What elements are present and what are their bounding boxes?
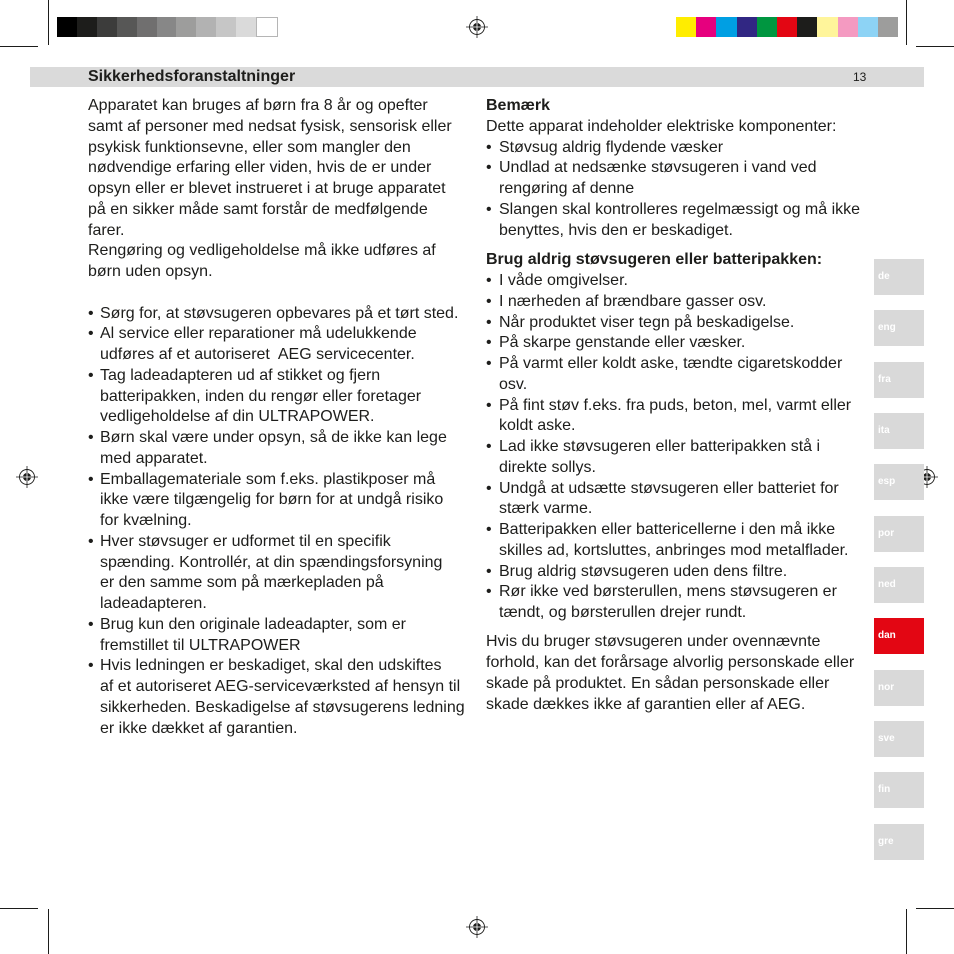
bullet-text-line: spænding. Kontrollér, at din spændingsforsyning	[100, 553, 443, 571]
language-tab-de	[874, 259, 924, 295]
registration-mark-icon	[465, 15, 489, 39]
bullet-text-line: Børn skal være under opsyn, så de ikke kan lege	[100, 429, 447, 446]
bullet-text-line: skilles ad, kortsluttes, anbringes mod metalflader.	[499, 541, 849, 559]
language-tab-label: ned	[878, 578, 896, 590]
bullet-item	[486, 437, 871, 479]
bullet-text-line: Undgå at udsætte støvsugeren eller batteriet for	[499, 479, 839, 497]
bullet-item	[486, 562, 871, 583]
language-tab-ned	[874, 567, 924, 603]
color-swatch	[858, 17, 878, 37]
bullet-text-line: Slangen skal kontrolleres regelmæssigt og må ikke	[499, 200, 861, 218]
note-heading: Bemærk	[486, 97, 551, 114]
bullet-text-line: Sørg for, at støvsugeren opbevares på et tørt sted.	[100, 304, 459, 322]
language-tab-label: esp	[878, 476, 896, 488]
color-swatch	[236, 17, 256, 37]
text-line: opsyn eller er blevet instrueret i at bruge apparatet	[88, 180, 446, 197]
safety-bullet-list	[88, 304, 473, 740]
bullet-text-line: vedligeholdelse af din ULTRAPOWER.	[100, 408, 375, 426]
language-tab-label: fin	[878, 784, 891, 796]
crop-mark	[0, 908, 38, 909]
language-tab-ita	[874, 413, 924, 449]
bullet-item	[486, 333, 871, 354]
warning-bullet-list	[486, 271, 871, 624]
bullet-item	[486, 158, 871, 200]
text-line: nødvendige erfaring eller viden, hvis de er under	[88, 159, 432, 177]
bullet-symbol: •	[88, 366, 94, 384]
bullet-symbol: •	[88, 657, 94, 675]
text-line: samt af personer med nedsat fysisk, sensorisk eller	[88, 117, 452, 135]
bullet-text-line: På skarpe genstande eller væsker.	[499, 334, 746, 352]
bullet-text-line: osv.	[499, 375, 528, 393]
bullet-text-line: ikke være tilgængelig for børn for at undgå risiko	[100, 491, 444, 509]
language-tabs	[874, 259, 924, 860]
bullet-text-line: Brug aldrig støvsugeren uden dens filtre.	[499, 562, 788, 580]
language-tab-label: sve	[878, 732, 895, 744]
section-title: Sikkerhedsforanstaltninger	[88, 68, 296, 85]
bullet-text-line: sikkerheden. Beskadigelse af støvsugerens ledning	[100, 698, 465, 716]
grayscale-color-bar	[57, 17, 278, 37]
language-tab-eng	[874, 310, 924, 346]
bullet-item	[88, 656, 473, 739]
bullet-text-line: På fint støv f.eks. fra puds, beton, mel, varmt eller	[499, 396, 852, 414]
crop-mark	[48, 0, 49, 45]
bullet-text-line: Hvis ledningen er beskadiget, skal den udskiftes	[100, 657, 442, 675]
bullet-item	[486, 354, 871, 396]
bullet-symbol: •	[88, 532, 94, 550]
bullet-symbol: •	[486, 583, 492, 601]
language-tab-dan	[874, 618, 924, 654]
text-line: på en sikker måde samt forstår de medfølgende	[88, 200, 428, 218]
bullet-item	[486, 271, 871, 292]
language-tab-label: por	[878, 527, 895, 539]
text-line: Hvis du bruger støvsugeren under ovennævnte	[486, 633, 821, 651]
color-swatch	[97, 17, 117, 37]
note-intro: Dette apparat indeholder elektriske komponenter:	[486, 117, 837, 135]
bullet-text-line: benyttes, hvis den er beskadiget.	[499, 221, 733, 239]
color-swatch	[817, 17, 837, 37]
bullet-symbol: •	[486, 355, 492, 372]
text-line: farer.	[88, 221, 125, 239]
color-swatch	[777, 17, 797, 37]
bullet-text-line: udføres af et autoriseret AEG servicecenter.	[100, 346, 415, 363]
bullet-text-line: stærk varme.	[499, 500, 593, 518]
bullet-item	[88, 324, 473, 366]
crop-mark	[916, 908, 954, 909]
bullet-item	[486, 138, 871, 159]
language-tab-sve	[874, 721, 924, 757]
section-header-bar	[30, 67, 924, 87]
bullet-text-line: Når produktet viser tegn på beskadigelse.	[499, 313, 795, 331]
language-tab-esp	[874, 464, 924, 500]
color-swatch	[676, 17, 696, 37]
color-swatch	[797, 17, 817, 37]
bullet-symbol: •	[88, 325, 94, 343]
bullet-item	[486, 200, 871, 242]
bullet-text-line: Al service eller reparationer må udelukkende	[100, 325, 417, 343]
bullet-item	[88, 615, 473, 657]
language-tab-label: dan	[878, 630, 896, 642]
bullet-symbol: •	[486, 200, 492, 218]
process-color-bar	[676, 17, 898, 37]
text-line: forhold, kan det forårsage alvorlig personskade eller	[486, 654, 855, 671]
color-swatch	[137, 17, 157, 37]
crop-mark	[906, 909, 907, 954]
left-column	[88, 96, 473, 739]
bullet-text-line: med apparatet.	[100, 449, 208, 467]
text-line: skade på produktet. En sådan personskade eller	[486, 674, 830, 692]
text-line: børn uden opsyn.	[88, 263, 213, 280]
language-tab-fra	[874, 362, 924, 398]
bullet-text-line: Batteripakken eller battericellerne i den må ikke	[499, 521, 836, 538]
language-tab-label: fra	[878, 373, 891, 385]
color-swatch	[57, 17, 77, 37]
bullet-text-line: Undlad at nedsænke støvsugeren i vand ved	[499, 159, 817, 177]
warning-heading: Brug aldrig støvsugeren eller batteripakken:	[486, 251, 823, 269]
bullet-symbol: •	[486, 334, 492, 352]
color-swatch	[737, 17, 757, 37]
bullet-item	[88, 470, 473, 532]
closing-paragraph	[486, 632, 871, 715]
bullet-text-line: Støvsug aldrig flydende væsker	[499, 138, 724, 156]
bullet-text-line: Hver støvsuger er udformet til en specifik	[100, 532, 391, 550]
language-tab-label: de	[878, 271, 890, 282]
color-swatch	[838, 17, 858, 37]
language-tab-label: eng	[878, 322, 896, 334]
crop-mark	[916, 46, 954, 47]
body-paragraph	[88, 241, 473, 283]
color-swatch	[117, 17, 137, 37]
bullet-symbol: •	[486, 396, 492, 414]
right-column	[486, 96, 871, 715]
bullet-item	[486, 479, 871, 521]
bullet-text-line: I våde omgivelser.	[499, 272, 628, 289]
bullet-item	[486, 582, 871, 624]
bullet-item	[486, 520, 871, 562]
page-number: 13	[853, 70, 867, 84]
color-swatch	[256, 17, 278, 37]
bullet-item	[88, 532, 473, 615]
language-tab-fin	[874, 772, 924, 808]
bullet-item	[486, 292, 871, 313]
registration-mark-icon	[465, 915, 489, 939]
body-paragraph	[88, 96, 473, 241]
bullet-symbol: •	[88, 615, 94, 633]
crop-mark	[0, 46, 38, 47]
registration-mark-icon	[15, 465, 39, 489]
bullet-item	[88, 366, 473, 428]
bullet-symbol: •	[486, 313, 492, 331]
note-bullet-list	[486, 138, 871, 242]
bullet-text-line: Brug kun den originale ladeadapter, som er	[100, 615, 406, 633]
bullet-symbol: •	[486, 479, 492, 497]
bullet-text-line: Lad ikke støvsugeren eller batteripakken stå i	[499, 438, 821, 455]
color-swatch	[716, 17, 736, 37]
bullet-symbol: •	[88, 429, 94, 446]
crop-mark	[48, 909, 49, 954]
language-tab-label: gre	[878, 835, 894, 847]
text-line: psykisk funktionsevne, eller som mangler den	[88, 138, 411, 156]
text-line: skade dækkes ikke af garantien eller af AEG.	[486, 695, 806, 713]
text-line: Rengøring og vedligeholdelse må ikke udføres af	[88, 242, 436, 260]
bullet-symbol: •	[486, 292, 492, 310]
bullet-text-line: direkte sollys.	[499, 458, 596, 476]
bullet-symbol: •	[88, 304, 94, 322]
language-tab-label: nor	[878, 681, 895, 693]
bullet-text-line: Rør ikke ved børsterullen, mens støvsugeren er	[499, 583, 837, 601]
bullet-text-line: koldt aske.	[499, 417, 576, 435]
color-swatch	[77, 17, 97, 37]
language-tab-gre	[874, 824, 924, 860]
bullet-text-line: fremstillet til ULTRAPOWER	[100, 636, 301, 654]
bullet-item	[486, 313, 871, 334]
language-tab-label: ita	[878, 424, 890, 436]
color-swatch	[757, 17, 777, 37]
color-swatch	[878, 17, 898, 37]
bullet-item	[88, 428, 473, 470]
bullet-item	[88, 304, 473, 325]
bullet-text-line: I nærheden af brændbare gasser osv.	[499, 292, 767, 310]
bullet-symbol: •	[486, 438, 492, 455]
color-swatch	[196, 17, 216, 37]
bullet-text-line: er den samme som på mærkepladen på	[100, 574, 384, 592]
bullet-text-line: ladeadapteren.	[100, 595, 207, 612]
bullet-symbol: •	[88, 470, 94, 488]
crop-mark	[906, 0, 907, 45]
bullet-text-line: for kvælning.	[100, 512, 192, 529]
bullet-text-line: Tag ladeadapteren ud af stikket og fjern	[100, 366, 381, 384]
bullet-symbol: •	[486, 562, 492, 580]
color-swatch	[157, 17, 177, 37]
bullet-symbol: •	[486, 521, 492, 538]
bullet-symbol: •	[486, 159, 492, 177]
color-swatch	[216, 17, 236, 37]
bullet-text-line: batteripakken, inden du rengør eller foretager	[100, 387, 422, 405]
bullet-symbol: •	[486, 272, 492, 289]
bullet-symbol: •	[486, 138, 492, 156]
bullet-item	[486, 396, 871, 438]
color-swatch	[696, 17, 716, 37]
bullet-text-line: tændt, og børsterullen drejer rundt.	[499, 604, 747, 621]
text-line: Apparatet kan bruges af børn fra 8 år og opefter	[88, 97, 428, 114]
color-swatch	[176, 17, 196, 37]
bullet-text-line: af et autoriseret AEG-serviceværksted af hensyn til	[100, 678, 461, 695]
bullet-text-line: På varmt eller koldt aske, tændte cigaretskodder	[499, 355, 843, 372]
language-tab-por	[874, 516, 924, 552]
language-tab-nor	[874, 670, 924, 706]
bullet-text-line: er ikke dækket af garantien.	[100, 719, 298, 737]
bullet-text-line: Emballagemateriale som f.eks. plastikposer må	[100, 470, 436, 488]
bullet-text-line: rengøring af denne	[499, 180, 635, 197]
